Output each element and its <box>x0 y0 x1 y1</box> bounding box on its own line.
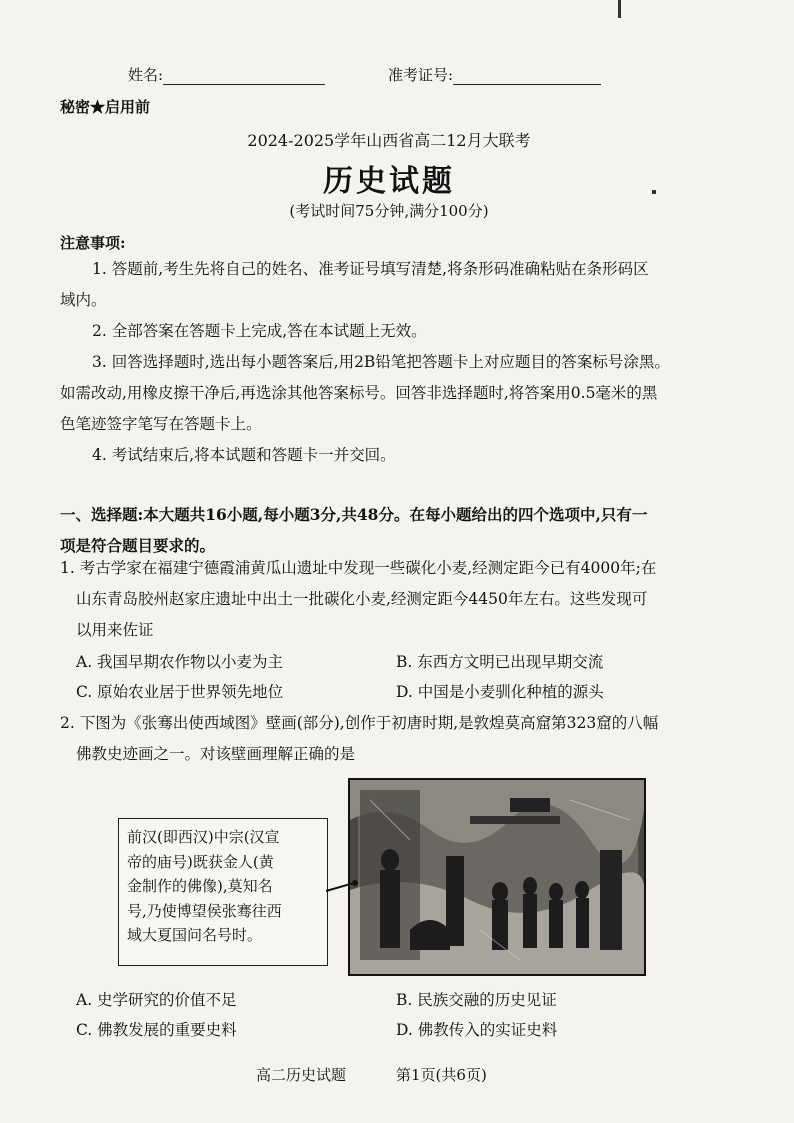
name-label: 姓名: <box>128 66 164 84</box>
caption-line: 帝的庙号)既获金人(黄 <box>127 852 274 871</box>
question-1-stem <box>60 553 750 646</box>
q2-option-b[interactable]: B. 民族交融的历史见证 <box>396 991 557 1009</box>
mural-image <box>348 778 646 976</box>
name-field <box>128 64 325 85</box>
note-item: 2. 全部答案在答题卡上完成,答在本试题上无效。 <box>92 322 427 340</box>
note-item: 3. 回答选择题时,选出每小题答案后,用2B铅笔把答题卡上对应题目的答案标号涂黑。 <box>92 353 670 371</box>
scan-edge-mark <box>618 0 621 18</box>
note-item: 1. 答题前,考生先将自己的姓名、准考证号填写清楚,将条形码准确粘贴在条形码区 <box>92 260 649 278</box>
exam-subtitle: 2024-2025学年山西省高二12月大联考 <box>247 131 531 150</box>
section-heading-line: 项是符合题目要求的。 <box>60 536 216 555</box>
q1-option-b[interactable]: B. 东西方文明已出现早期交流 <box>396 653 604 671</box>
q2-option-d[interactable]: D. 佛教传入的实证史料 <box>396 1021 558 1039</box>
caption-line: 金制作的佛像),莫知名 <box>127 877 273 895</box>
q1-option-a[interactable]: A. 我国早期农作物以小麦为主 <box>76 653 284 671</box>
caption-line: 域大夏国问名号时。 <box>127 926 263 944</box>
note-item: 4. 考试结束后,将本试题和答题卡一并交回。 <box>92 446 396 464</box>
question-line: 以用来佐证 <box>76 621 154 639</box>
section-heading-line: 一、选择题:本大题共16小题,每小题3分,共48分。在每小题给出的四个选项中,只有一 <box>60 505 648 524</box>
exam-number-blank-line <box>453 70 601 85</box>
footer-subject: 高二历史试题 <box>256 1066 347 1084</box>
caption-pointer-dot <box>352 880 358 886</box>
secret-label: 秘密★启用前 <box>60 98 151 116</box>
name-blank-line <box>163 70 325 85</box>
exam-number-label: 准考证号: <box>388 66 454 84</box>
question-line: 2. 下图为《张骞出使西域图》壁画(部分),创作于初唐时期,是敦煌莫高窟第323窟的八幅 <box>60 714 659 732</box>
question-line: 山东青岛胶州赵家庄遗址中出土一批碳化小麦,经测定距今4450年左右。这些发现可 <box>76 590 648 608</box>
footer-page-number: 第1页(共6页) <box>396 1066 487 1084</box>
q1-option-c[interactable]: C. 原始农业居于世界领先地位 <box>76 683 284 701</box>
exam-number-field <box>388 64 601 85</box>
mural-caption-box <box>118 818 328 966</box>
notes-heading: 注意事项: <box>60 234 126 252</box>
page-title: 历史试题 <box>323 164 455 199</box>
question-line: 1. 考古学家在福建宁德霞浦黄瓜山遗址中发现一些碳化小麦,经测定距今已有4000年;在 <box>60 559 657 577</box>
exam-info: (考试时间75分钟,满分100分) <box>289 202 489 220</box>
note-item: 如需改动,用橡皮擦干净后,再选涂其他答案标号。回答非选择题时,将答案用0.5毫米的黑 <box>60 384 658 402</box>
section-heading <box>60 499 750 561</box>
caption-line: 号,乃使博望侯张骞往西 <box>127 901 282 920</box>
question-2-stem <box>60 708 750 770</box>
note-item: 域内。 <box>60 291 107 309</box>
q1-option-d[interactable]: D. 中国是小麦驯化种植的源头 <box>396 683 604 701</box>
question-line: 佛教史迹画之一。对该壁画理解正确的是 <box>76 745 356 763</box>
mural-illustration <box>350 780 644 974</box>
caption-line: 前汉(即西汉)中宗(汉宣 <box>127 828 280 846</box>
q2-option-a[interactable]: A. 史学研究的价值不足 <box>76 991 237 1009</box>
note-item: 色笔迹签字笔写在答题卡上。 <box>60 415 262 433</box>
notes-list <box>60 254 740 471</box>
q2-option-c[interactable]: C. 佛教发展的重要史料 <box>76 1021 237 1039</box>
